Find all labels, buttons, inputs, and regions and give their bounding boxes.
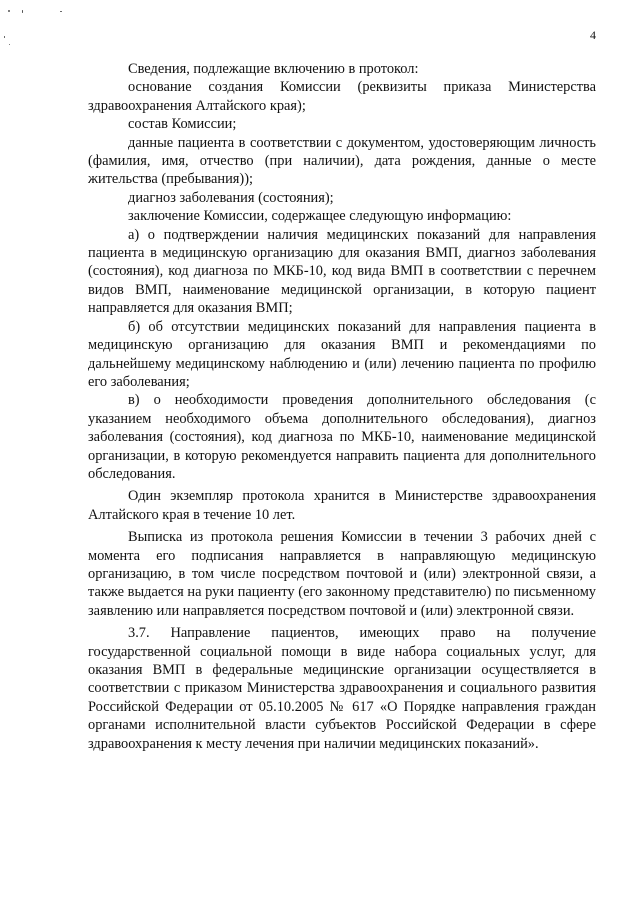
scan-speck	[22, 10, 23, 13]
paragraph-patient-data: данные пациента в соответствии с документом, удостоверяющим личность (фамилия, имя, отчество (при наличии), дата рождения, данные о месте жительства (пребывания));	[88, 134, 596, 188]
scan-speck	[9, 44, 10, 45]
scan-speck	[60, 11, 62, 12]
paragraph-item-a: а) о подтверждении наличия медицинских показаний для направления пациента в медицинскую организацию для оказания ВМП, диагноз заболевания (состояния), код диагноза по МКБ-10, код вида ВМП в соответствии с перечнем видов ВМП, наименование медицинской организации, в которую пациент направляется для оказания ВМП;	[88, 226, 596, 317]
page-number: 4	[590, 28, 596, 42]
paragraph-diagnosis: диагноз заболевания (состояния);	[128, 189, 334, 206]
scan-speck	[8, 10, 10, 12]
paragraph-protocol-storage: Один экземпляр протокола хранится в Министерстве здравоохранения Алтайского края в течение 10 лет.	[88, 488, 596, 523]
paragraph-protocol-intro: Сведения, подлежащие включению в протокол:	[128, 61, 419, 77]
paragraph-item-b: б) об отсутствии медицинских показаний для направления пациента в медицинскую организацию для оказания ВМП и рекомендациями по дальнейшему медицинскому наблюдению и (или) лечению пациента по профилю его заболевания;	[88, 318, 596, 390]
paragraph-section-3-7: 3.7. Направление пациентов, имеющих право на получение государственной социальной помощи в виде набора социальных услуг, для оказания ВМП в федеральные медицинские организации осуществляется в соответствии с приказом Министерства здравоохранения и социального развития Российской Федерации от 05.10.2005 № 617 «О Порядке направления граждан органами исполнительной власти субъектов Российской Федерации в сфере здравоохранения к месту лечения при наличии медицинских показаний».	[88, 625, 596, 752]
paragraph-conclusion-intro: заключение Комиссии, содержащее следующую информацию:	[128, 208, 512, 225]
paragraph-protocol-extract: Выписка из протокола решения Комиссии в течении 3 рабочих дней с момента его подписания направляется в направляющую медицинскую организацию, в том числе посредством почтовой и (или) электронной связи, а также выдается на руки пациенту (его законному представителю) по письменному заявлению или направляется посредством почтовой и (или) электронной связи.	[88, 529, 596, 619]
paragraph-commission-basis: основание создания Комиссии (реквизиты приказа Министерства здравоохранения Алтайского края);	[88, 79, 596, 114]
paragraph-commission-composition: состав Комиссии;	[128, 116, 237, 133]
document-body	[88, 60, 596, 753]
scan-speck	[4, 36, 5, 38]
paragraph-item-c: в) о необходимости проведения дополнительного обследования (с указанием необходимого объема дополнительного обследования), диагноз заболевания (состояния), код диагноза по МКБ-10, наименование медицинской организации, в которую рекомендуется направить пациента для дополнительного обследования.	[88, 392, 596, 482]
